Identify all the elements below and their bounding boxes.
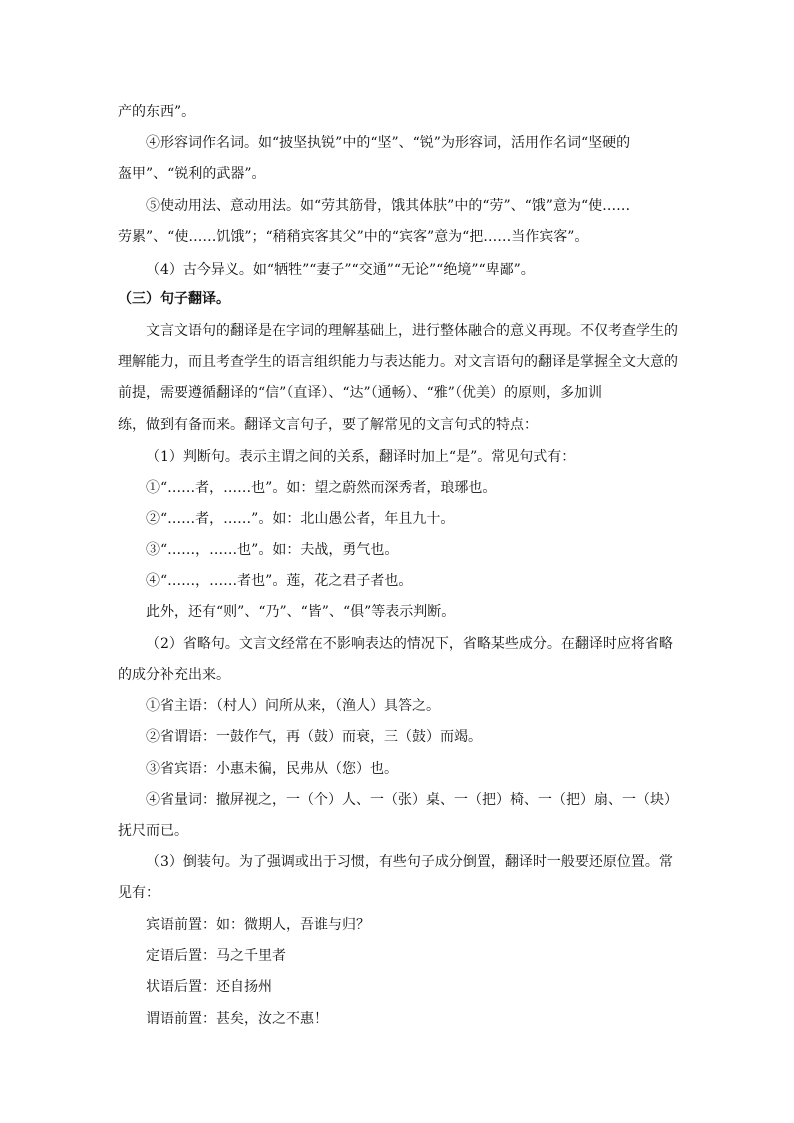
paragraph-line: （4）古今异义。如“牺牲”“妻子”“交通”“无论”“绝境”“卑鄙”。 bbox=[146, 262, 535, 278]
list-item: ①“……者，……也”。如：望之蔚然而深秀者，琅琊也。 bbox=[146, 480, 497, 496]
section-heading: （三）句子翻译。 bbox=[118, 291, 230, 307]
list-item: ④“……，……者也”。莲，花之君子者也。 bbox=[146, 573, 413, 589]
paragraph-line: 抚尺而已。 bbox=[118, 823, 188, 839]
list-item: ②“……者，……”。如：北山愚公者，年且九十。 bbox=[146, 511, 455, 527]
paragraph-line: 劳累”、“使……饥饿”；“稍稍宾客其父”中的“宾客”意为“把……当作宾客”。 bbox=[118, 229, 589, 245]
list-item: ①省主语：（村人）问所从来，（渔人）具答之。 bbox=[146, 698, 440, 714]
list-item: ③“……，……也”。如：夫战，勇气也。 bbox=[146, 542, 399, 558]
list-item: 状语后置：还自扬州 bbox=[146, 979, 272, 995]
paragraph-line: 盔甲”、“锐利的武器”。 bbox=[118, 166, 266, 182]
paragraph-line: （3）倒装句。为了强调或出于习惯，有些句子成分倒置，翻译时一般要还原位置。常 bbox=[146, 854, 673, 870]
paragraph-line: 产的东西”。 bbox=[118, 104, 196, 120]
list-item: 定语后置：马之千里者 bbox=[146, 948, 286, 964]
paragraph-line: （2）省略句。文言文经常在不影响表达的情况下，省略某些成分。在翻译时应将省略 bbox=[146, 636, 673, 652]
paragraph-line: 理解能力，而且考查学生的语言组织能力与表达能力。对文言语句的翻译是掌握全文大意的 bbox=[118, 354, 678, 370]
paragraph-line: 的成分补充出来。 bbox=[118, 667, 230, 683]
paragraph-line: 文言文语句的翻译是在字词的理解基础上，进行整体融合的意义再现。不仅考查学生的 bbox=[146, 323, 678, 339]
list-item: ③省宾语：小惠未徧，民弗从（您）也。 bbox=[146, 761, 398, 777]
paragraph-line: 前提，需要遵循翻译的“信”（直译）、“达”（通畅）、“雅”（优美）的原则，多加训 bbox=[118, 385, 602, 401]
paragraph-line: ⑤使动用法、意动用法。如“劳其筋骨，饿其体肤”中的“劳”、“饿”意为“使…… bbox=[146, 198, 631, 214]
paragraph-line: 见有： bbox=[118, 885, 160, 901]
paragraph-line: ④形容词作名词。如“披坚执锐”中的“坚”、“锐”为形容词，活用作名词“坚硬的 bbox=[146, 135, 631, 151]
list-item: ④省量词：撤屏视之，一（个）人、一（张）桌、一（把）椅、一（把）扇、一（块） bbox=[146, 792, 678, 808]
list-item: ②省谓语：一鼓作气，再（鼓）而衰，三（鼓）而竭。 bbox=[146, 729, 482, 745]
paragraph-line: 练，做到有备而来。翻译文言句子，要了解常见的文言句式的特点： bbox=[118, 417, 538, 433]
paragraph-line: 此外，还有“则”、“乃”、“皆”、“俱”等表示判断。 bbox=[146, 604, 456, 620]
paragraph-line: （1）判断句。表示主谓之间的关系，翻译时加上“是”。常见句式有： bbox=[146, 449, 576, 465]
list-item: 谓语前置：甚矣，汝之不惠！ bbox=[146, 1011, 328, 1027]
list-item: 宾语前置：如：微期人，吾谁与归？ bbox=[146, 917, 370, 933]
